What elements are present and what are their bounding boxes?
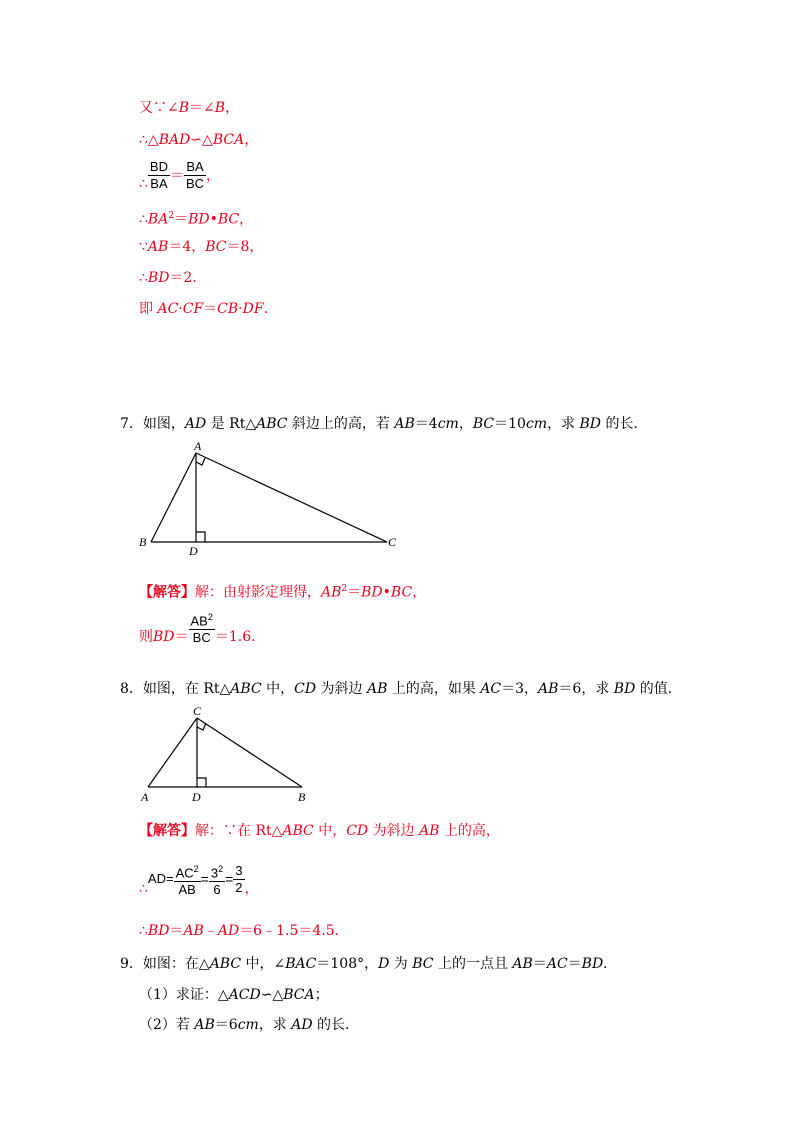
- solution-line-5: ∵AB＝4，BC＝8，: [139, 239, 264, 255]
- right-angle-mark-d: [196, 532, 205, 542]
- right-angle-mark-c: [197, 723, 206, 730]
- solution-line-4: $\therefore BA^2=BD•BC$，: [139, 211, 254, 228]
- label-d: D: [189, 544, 198, 558]
- solution-line-1: 又∵∠B＝∠B，: [139, 100, 240, 116]
- solution-line-3: ∴ $\frac{BD}{BA}$ ＝ $\frac{BA}{BC}$ ，: [139, 159, 221, 192]
- label-a: A: [141, 790, 149, 804]
- figure-q8-triangle: [130, 701, 330, 809]
- segment-cb: [197, 718, 302, 787]
- q8-answer-line-2: ∴AD= $\frac{AC^2}{AB}$ = $\frac{3^2}{6}$ = $\frac{3}{2}$ ，: [139, 850, 259, 898]
- q7-answer-line-2: 则BD＝ $\frac{AB^2}{BC}$ ＝1.6．: [139, 608, 265, 646]
- solution-line-2: ∴△BAD∽△BCA，: [139, 132, 259, 148]
- question-7: 7．如图，AD 是 Rt△ABC 斜边上的高，若 AB＝4cm，BC＝10cm，求 BD 的长．: [120, 416, 648, 432]
- question-9: 9．如图：在△ABC 中，∠BAC＝108°，D 为 BC 上的一点且 AB＝AC＝BD．: [120, 956, 618, 972]
- fraction-3sq-6: $\frac{3^2}{6}$: [209, 861, 225, 898]
- label-b: B: [139, 535, 147, 549]
- label-c: C: [388, 535, 397, 549]
- solution-line-6: ∴BD＝2．: [139, 270, 207, 286]
- right-angle-mark-d: [197, 778, 206, 787]
- fraction-ba-bc: $\frac{BA}{BC}$: [185, 159, 205, 191]
- figure-q7-triangle: [130, 438, 420, 560]
- solution-line-7: 即 AC·CF＝CB·DF．: [139, 301, 278, 317]
- fraction-bd-ba: $\frac{BD}{BA}$: [149, 159, 168, 191]
- fraction-ac2-ab: $\frac{AC^2}{AB}$: [174, 861, 201, 898]
- question-9-part-1: （1）求证：△ACD∽△BCA；: [139, 987, 329, 1003]
- label-d: D: [192, 790, 201, 804]
- question-8: 8．如图，在 Rt△ABC 中，CD 为斜边 AB 上的高，如果 AC＝3，AB＝6，求 BD 的值．: [120, 681, 682, 697]
- right-angle-mark-a: [196, 458, 205, 465]
- q8-answer-line-1: 【解答】解：∵在 Rt△ABC 中，CD 为斜边 AB 上的高，: [139, 823, 500, 839]
- label-b: B: [298, 790, 306, 804]
- label-a: A: [194, 439, 202, 453]
- q8-answer-line-3: ∴BD＝AB﹣AD＝6﹣1.5＝4.5．: [139, 923, 349, 939]
- q7-answer-line-1: 【解答】解：由射影定理得，$AB^2=BD•BC$，: [139, 584, 427, 601]
- label-c: C: [193, 704, 202, 718]
- fraction-3-2: $\frac{3}{2}$: [235, 862, 243, 895]
- fraction-ab2-bc: $\frac{AB^2}{BC}$: [189, 609, 215, 646]
- segment-ba: [151, 453, 196, 542]
- segment-ac: [148, 718, 197, 787]
- question-9-part-2: （2）若 AB＝6cm，求 AD 的长．: [139, 1017, 360, 1033]
- segment-ac: [196, 453, 387, 542]
